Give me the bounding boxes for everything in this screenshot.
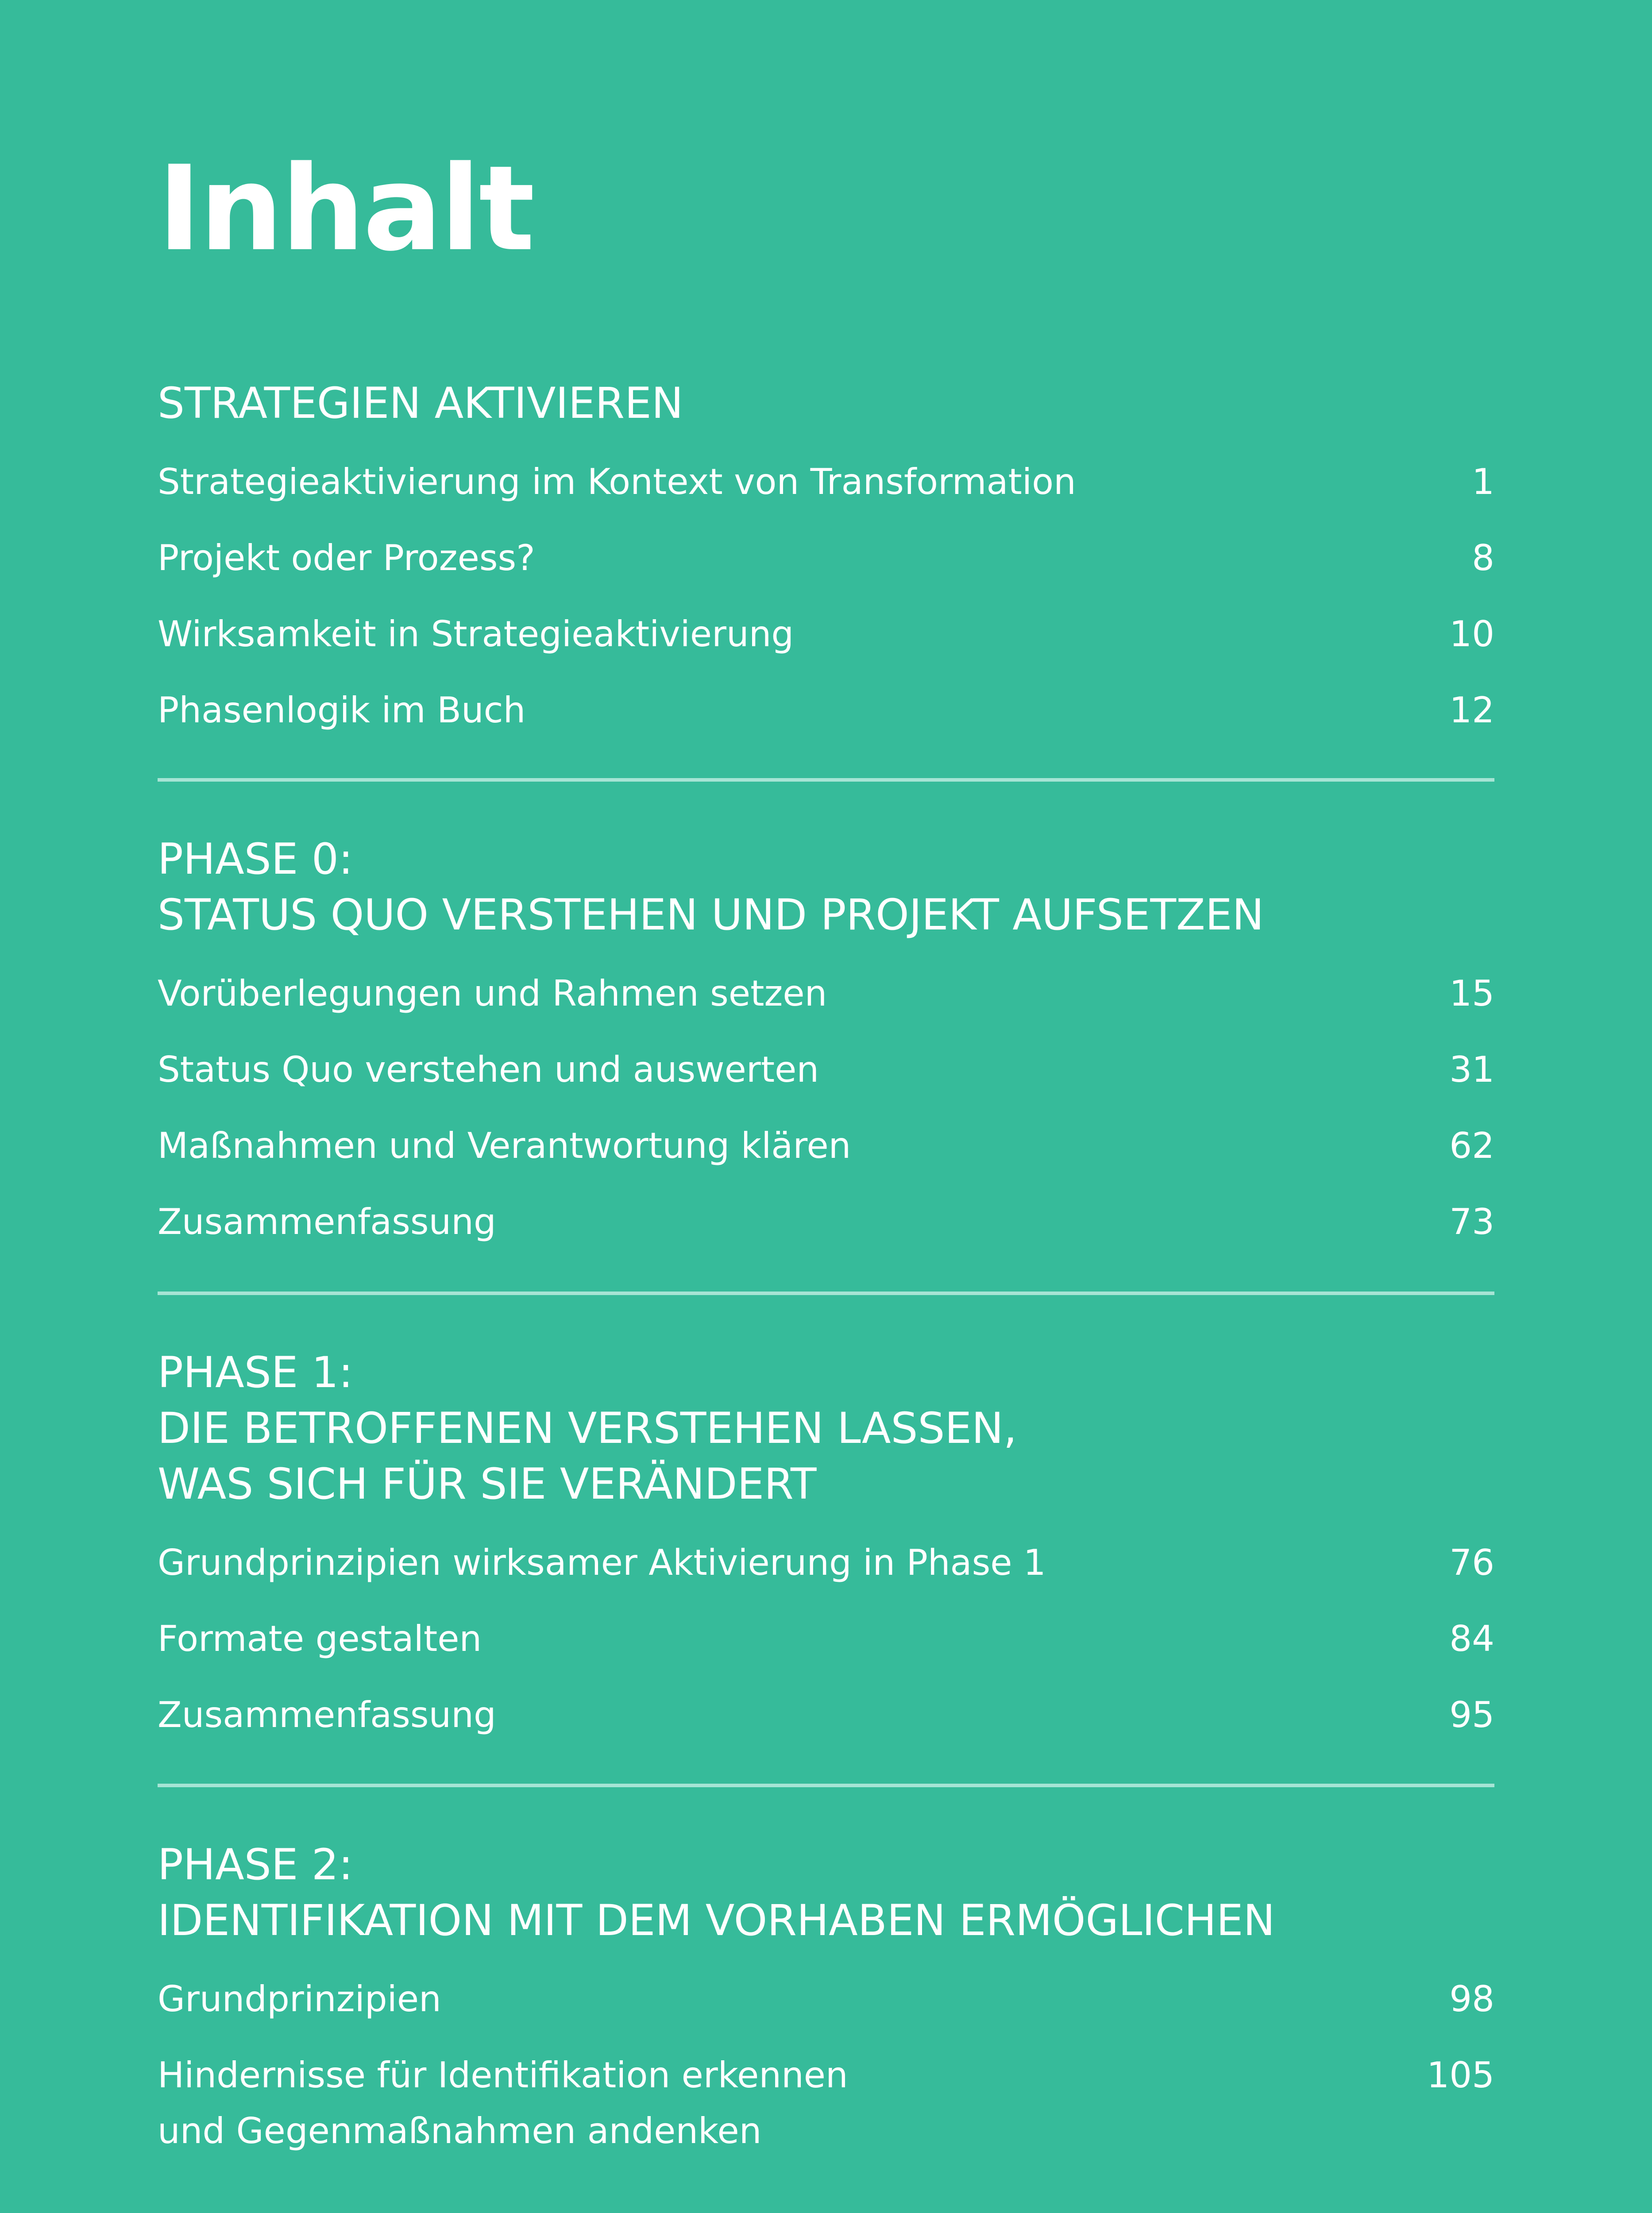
entry-page-number: 73 (1449, 1201, 1494, 1242)
entry-page-number: 105 (1427, 2055, 1494, 2096)
entry-title: Zusammenfassung (158, 1694, 496, 1735)
entry-list (158, 966, 1494, 1270)
entry-page-number: 98 (1449, 1978, 1494, 2020)
page-title: Inhalt (158, 141, 533, 277)
entry-title: Formate gestalten (158, 1618, 482, 1659)
section-heading: STRATEGIEN AKTIVIEREN (158, 378, 683, 428)
entry-page-number: 84 (1449, 1618, 1494, 1659)
section-divider (158, 778, 1494, 782)
entry-list (158, 454, 1494, 759)
entry-title: Status Quo verstehen und auswerten (158, 1049, 819, 1090)
toc-entry[interactable] (158, 2047, 1494, 2158)
entry-list (158, 1535, 1494, 1763)
entry-title: Projekt oder Prozess? (158, 537, 535, 578)
toc-entry[interactable] (158, 1687, 1494, 1763)
toc-entry[interactable] (158, 1042, 1494, 1118)
entry-title: Phasenlogik im Buch (158, 690, 526, 731)
entry-page-number: 8 (1472, 537, 1494, 578)
section-heading: PHASE 2: IDENTIFIKATION MIT DEM VORHABEN ERMÖGLICHEN (158, 1840, 1275, 1945)
toc-section-phase-0 (158, 831, 1494, 1270)
toc-entry[interactable] (158, 1535, 1494, 1611)
entry-page-number: 62 (1449, 1125, 1494, 1166)
entry-title: Grundprinzipien (158, 1978, 441, 2020)
section-divider (158, 1292, 1494, 1295)
entry-page-number: 12 (1449, 690, 1494, 731)
entry-title: Grundprinzipien wirksamer Aktivierung in Phase 1 (158, 1542, 1046, 1583)
toc-entry[interactable] (158, 1971, 1494, 2047)
entry-title: Maßnahmen und Verantwortung klären (158, 1125, 851, 1166)
toc-entry[interactable] (158, 1611, 1494, 1687)
toc-entry[interactable] (158, 530, 1494, 606)
entry-title: Hindernisse für Identifikation erkennen und Gegenmaßnahmen andenken (158, 2055, 848, 2151)
entry-page-number: 31 (1449, 1049, 1494, 1090)
entry-title: Zusammenfassung (158, 1201, 496, 1242)
section-heading: PHASE 1: DIE BETROFFENEN VERSTEHEN LASSEN, WAS SICH FÜR SIE VERÄNDERT (158, 1348, 1017, 1509)
toc-entry[interactable] (158, 1194, 1494, 1270)
toc-entry[interactable] (158, 1118, 1494, 1194)
entry-page-number: 15 (1449, 973, 1494, 1014)
entry-title: Vorüberlegungen und Rahmen setzen (158, 973, 827, 1014)
entry-page-number: 10 (1449, 613, 1494, 655)
section-divider (158, 1784, 1494, 1787)
toc-entry[interactable] (158, 606, 1494, 682)
entry-list (158, 1971, 1494, 2158)
entry-page-number: 76 (1449, 1542, 1494, 1583)
toc-section-phase-2 (158, 1837, 1494, 2158)
toc-section-phase-1 (158, 1345, 1494, 1763)
entry-title: Wirksamkeit in Strategieaktivierung (158, 613, 794, 655)
entry-page-number: 1 (1472, 461, 1494, 502)
toc-section-strategien (158, 375, 1494, 759)
toc-entry[interactable] (158, 454, 1494, 530)
section-heading: PHASE 0: STATUS QUO VERSTEHEN UND PROJEKT AUFSETZEN (158, 834, 1264, 940)
entry-page-number: 95 (1449, 1694, 1494, 1735)
toc-entry[interactable] (158, 966, 1494, 1042)
toc-entry[interactable] (158, 682, 1494, 759)
entry-title: Strategieaktivierung im Kontext von Transformation (158, 461, 1076, 502)
